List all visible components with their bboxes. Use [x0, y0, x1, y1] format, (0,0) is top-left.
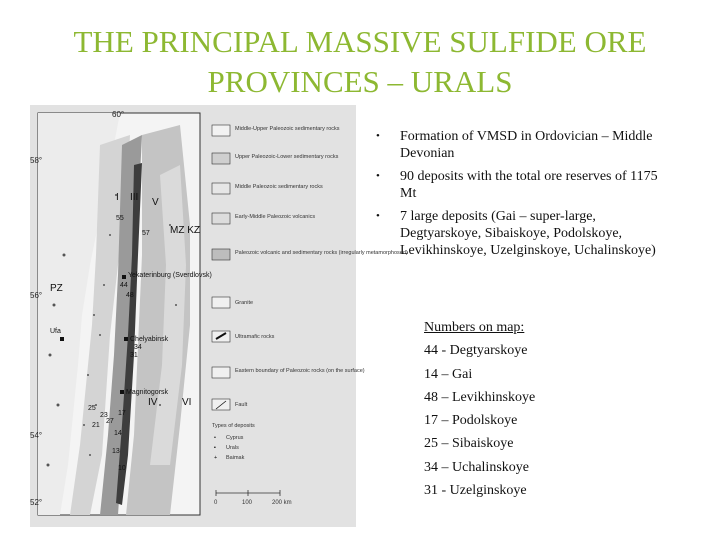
deposit-number: 34: [134, 344, 142, 351]
map-number-item: 48 – Levikhinskoye: [424, 389, 536, 405]
region-label: V: [152, 197, 159, 208]
bullet-text: 7 large deposits (Gai – super-large, Degtyarskoye, Sibaiskoye, Podolskoye, Levikhinskoye, Uzelginskoye, Uchalinskoye): [400, 209, 656, 258]
slide-title: [20, 22, 700, 102]
svg-text:▪: ▪: [214, 445, 216, 451]
lat-label: 56°: [30, 291, 43, 300]
key-facts-list: [376, 128, 676, 265]
region-label: III: [130, 192, 139, 203]
deposit-number: 48: [126, 292, 134, 299]
deposit-number: 44: [120, 282, 128, 289]
region-label: VI: [182, 397, 192, 408]
svg-text:+: +: [214, 455, 218, 461]
bullet-icon: •: [376, 210, 380, 222]
lat-label: 58°: [30, 156, 43, 165]
legend-text: Fault: [235, 402, 248, 408]
map-number-item: 14 – Gai: [424, 366, 473, 382]
deposit-number: 21: [92, 422, 100, 429]
urals-geological-map: [30, 105, 408, 527]
legend-type: Baimak: [226, 455, 245, 461]
deposit-number: 25: [88, 405, 96, 412]
deposit-number: 23: [100, 412, 108, 419]
legend-text: Middle Paleozoic sedimentary rocks: [235, 184, 323, 190]
deposit-number: 10: [118, 465, 126, 472]
deposit-number: 27: [106, 418, 114, 425]
legend-text: Early-Middle Paleozoic volcanics: [235, 214, 316, 220]
deposit-number: 55: [116, 215, 124, 222]
map-numbers-list: [424, 316, 535, 502]
region-label: MZ KZ: [170, 225, 200, 236]
city-label: Yekaterinburg (Sverdlovsk): [128, 272, 212, 279]
bullet-text: 90 deposits with the total ore reserves of 1175 Mt: [400, 169, 658, 201]
legend-text: Upper Paleozoic-Lower sedimentary rocks: [235, 154, 339, 160]
bullet-text: Formation of VMSD in Ordovician – Middle Devonian: [400, 129, 653, 161]
legend-text: Middle-Upper Paleozoic sedimentary rocks: [235, 126, 340, 132]
city-label: Magnitogorsk: [126, 389, 169, 396]
lat-label: 54°: [30, 431, 43, 440]
deposit-number: 13: [112, 448, 120, 455]
legend-type: Urals: [226, 445, 239, 451]
scale-label: 100: [242, 500, 253, 506]
legend-text: Ultramafic rocks: [235, 334, 275, 340]
map-number-item: 34 – Uchalinskoye: [424, 459, 529, 475]
legend-text: Paleozoic volcanic and sedimentary rocks (irregularly metamorphosed): [235, 250, 408, 256]
legend-text: Granite: [235, 300, 254, 306]
region-label: PZ: [50, 283, 63, 294]
scale-label: 0: [214, 500, 218, 506]
lat-label: 52°: [30, 498, 43, 507]
bullet-item: [376, 128, 676, 162]
svg-text:•: •: [214, 435, 216, 441]
scale-label: 200 km: [272, 500, 292, 506]
map-number-item: 44 - Degtyarskoye: [424, 343, 528, 359]
legend-text: Eastern boundary of Paleozoic rocks (on the surface): [235, 368, 365, 374]
lat-label: 60°: [112, 110, 125, 119]
legend-type: Cyprus: [226, 435, 244, 441]
map-number-item: 25 – Sibaiskoye: [424, 436, 514, 452]
deposit-number: 31: [130, 352, 138, 359]
map-number-item: 17 – Podolskoye: [424, 413, 518, 429]
city-label: Ufa: [50, 328, 61, 335]
bullet-icon: •: [376, 170, 380, 182]
city-label: Chelyabinsk: [130, 336, 169, 343]
bullet-icon: •: [376, 130, 380, 142]
region-label: I: [116, 192, 119, 203]
title-line-2: PROVINCES – URALS: [207, 64, 513, 99]
map-number-item: 31 - Uzelginskoye: [424, 483, 527, 499]
deposit-number: 14: [114, 430, 122, 437]
region-label: IV: [148, 397, 158, 408]
map-numbers-heading: Numbers on map:: [424, 320, 525, 335]
bullet-item: [376, 168, 676, 202]
title-line-1: THE PRINCIPAL MASSIVE SULFIDE ORE: [73, 24, 647, 59]
deposit-number: 57: [142, 230, 150, 237]
deposit-number: 17: [118, 410, 126, 417]
bullet-item: [376, 208, 676, 259]
legend-types-heading: Types of deposits: [212, 423, 255, 429]
